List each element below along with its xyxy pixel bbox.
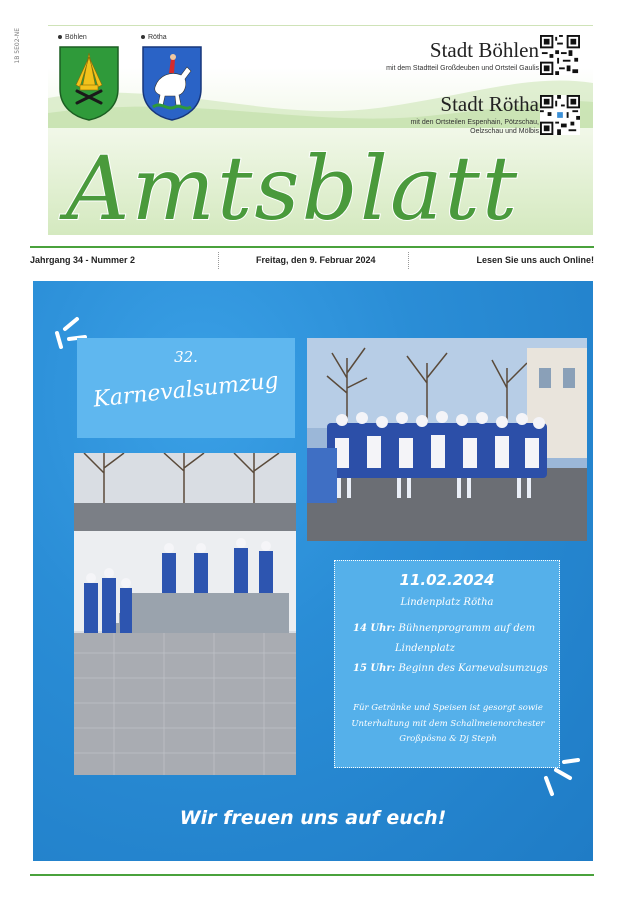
issue-bar — [30, 252, 594, 270]
sparkle-icon — [538, 756, 582, 800]
roetha-label: Rötha — [148, 34, 167, 41]
town-boehlen-sub: mit dem Stadtteil Großdeuben und Ortsteil Gaulis — [386, 65, 539, 72]
issue-date: Freitag, den 9. Februar 2024 — [256, 255, 376, 265]
schedule-line-1-text-b: Lindenplatz — [395, 642, 455, 654]
schedule-line-2-time: 15 Uhr: — [353, 663, 396, 674]
coat-boehlen — [58, 34, 120, 126]
schedule-line-1-text-a: Bühnenprogramm auf dem — [398, 623, 536, 634]
boehlen-label: Böhlen — [65, 34, 87, 41]
town-roetha-name: Stadt Rötha — [440, 92, 539, 116]
town-roetha-sub-2: Oelzschau und Mölbis — [470, 128, 539, 136]
carnival-poster — [33, 281, 593, 861]
title-text: Karnevalsumzug — [92, 368, 280, 413]
schedule-line-1 — [353, 619, 535, 658]
event-note-2: Unterhaltung mit dem Schallmeienorchester — [351, 718, 545, 729]
coat-roetha — [141, 34, 203, 126]
event-note — [345, 701, 551, 748]
event-info-box — [334, 560, 560, 768]
qr-code-icon[interactable] — [540, 35, 580, 75]
issue-divider — [218, 252, 219, 269]
schedule-line-2-text: Beginn des Karnevalsumzugs — [398, 663, 548, 674]
event-note-3: Großpösna & Dj Steph — [399, 734, 497, 745]
photo-stage — [74, 453, 296, 775]
roetha-coat-of-arms-icon — [141, 45, 203, 121]
schedule-line-1-time: 14 Uhr: — [353, 623, 396, 634]
issue-online[interactable]: Lesen Sie uns auch Online! — [476, 255, 594, 265]
issue-volume: Jahrgang 34 - Nummer 2 — [30, 255, 136, 265]
top-rule — [30, 246, 594, 248]
schedule-line-2 — [353, 659, 548, 679]
title-panel — [77, 338, 295, 438]
photo-dancers-street — [307, 338, 587, 541]
event-note-1: Für Getränke und Speisen ist gesorgt sowie — [353, 703, 543, 713]
bottom-rule — [30, 874, 594, 876]
boehlen-coat-of-arms-icon — [58, 45, 120, 121]
masthead-title: Amtsblatt — [66, 137, 520, 240]
town-roetha-sub-1: mit den Ortsteilen Espenhain, Pötzschau, — [410, 119, 539, 126]
event-date: 11.02.2024 — [399, 571, 495, 589]
poster-footer: Wir freuen uns auf euch! — [179, 807, 447, 829]
town-boehlen — [386, 40, 539, 73]
issue-divider — [408, 252, 409, 269]
town-boehlen-name: Stadt Böhlen — [429, 38, 539, 62]
title-number: 32. — [174, 348, 198, 366]
masthead — [52, 125, 592, 243]
event-place: Lindenplatz Rötha — [400, 597, 494, 608]
side-code: 1B 5E02-NE — [14, 28, 21, 64]
